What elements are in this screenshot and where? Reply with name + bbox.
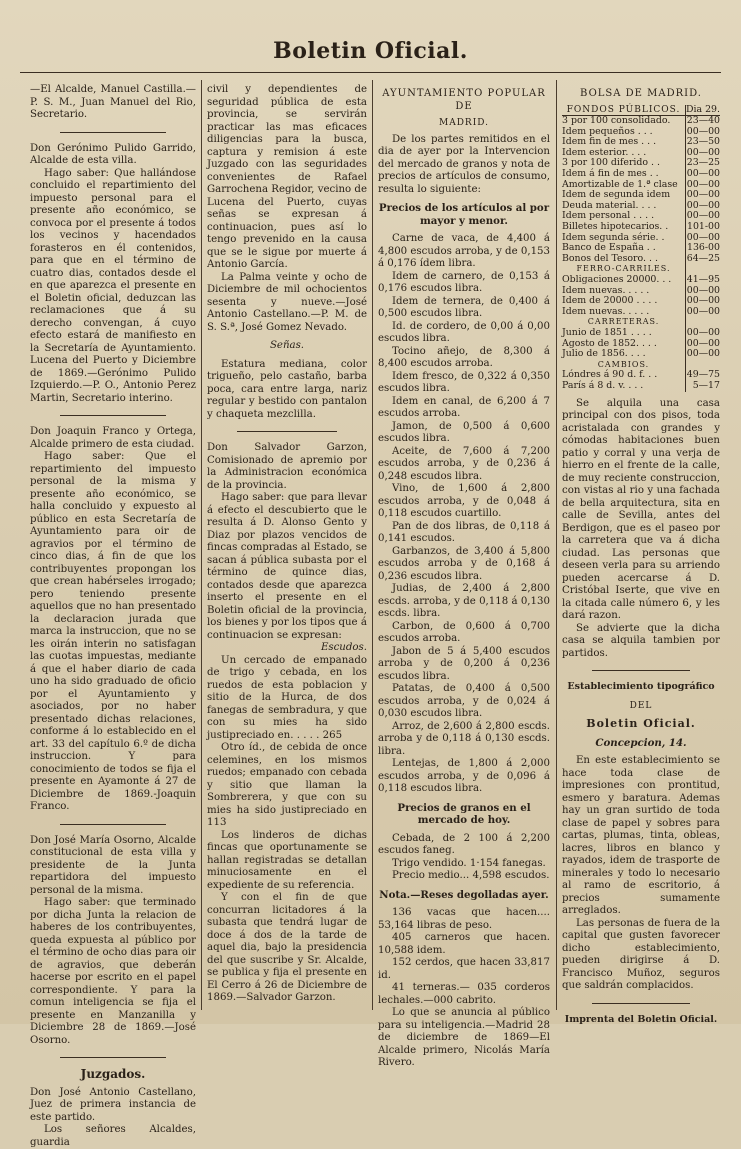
fund-value: 00—00 [686, 295, 720, 307]
column-4 [562, 84, 720, 1032]
fund-name: Idem esterior. . . . [562, 146, 647, 158]
fund-value: 00—00 [686, 178, 720, 190]
subheading: Precios de granos en el mercado de hoy. [397, 801, 531, 826]
fund-value: 00—00 [686, 337, 720, 349]
separator [592, 670, 690, 671]
column-divider [201, 80, 202, 1010]
separator [60, 415, 166, 416]
funds-row [562, 349, 720, 360]
price-line: Pan de dos libras, de 0,118 á 0,141 escudos. [378, 520, 550, 544]
price-line: Arroz, de 2,600 á 2,800 escds. arroba y de 0,118 á 0,130 escds. libra. [378, 720, 550, 757]
establishment-address: Concepcion, 14. [595, 736, 687, 749]
price-line: Aceite, de 7,600 á 7,200 escudos arroba, y de 0,236 á 0,248 escudos libra. [378, 445, 550, 482]
column-2 [207, 84, 367, 1005]
price-line: Tocino añejo, de 8,300 á 8,400 escudos arroba. [378, 345, 550, 369]
establishment-name: Boletin Oficial. [586, 717, 696, 731]
fund-name: Julio de 1856. . . . [562, 348, 646, 360]
fund-name: Idem de segunda idem [562, 189, 671, 201]
fund-name: Amortizable de 1.ª clase [562, 178, 678, 190]
escudos-label: Escudos. [320, 642, 367, 653]
price-line: Judias, de 2,400 á 2,800 escds. arroba, y de 0,118 á 0,130 escds. libra. [378, 583, 550, 619]
price-line: Patatas, de 0,400 á 0,500 escudos arroba, y de 0,024 á 0,030 escudos libra. [378, 683, 550, 719]
section-heading: Señas. [269, 340, 305, 351]
fund-name: Banco de España . . [562, 242, 656, 254]
fund-value: 00—00 [686, 326, 720, 338]
paragraph: La Palma veinte y ocho de Diciembre de mil ochocientos sesenta y nueve.—José Antonio Castellano.—P. M. de S. S.ª, José Gomez Nevado. [207, 271, 367, 333]
fund-name: Idem nuevas. . . . . [562, 284, 650, 296]
funds-row [562, 307, 720, 318]
fund-name: Agosto de 1852. . . . [562, 337, 657, 349]
fund-name: Billetes hipotecarios. . [562, 221, 669, 233]
fund-value: 00—00 [686, 168, 720, 180]
paragraph: civil y dependientes de seguridad pública de esta provincia, se servirán practicar las mas eficaces diligencias para la busca, captura y remision á este Juzgado con las seguridades convenientes de Rafael Garrochena Regidor, vecino de Lucena del Puerto, cuyas señas se expresan á continuacion, pues así lo tengo prevenido en la causa que se le sigue por muerte á Antonio García. [207, 84, 367, 270]
fund-value: 00—00 [686, 199, 720, 211]
paragraph: Los señores Alcaldes, guardia [30, 1124, 196, 1148]
fund-value: 00—00 [686, 305, 720, 317]
fund-name: Junio de 1851 . . . . [562, 326, 652, 338]
paragraph: Hago saber: Que hallándose concluido el repartimiento del impuesto personal para el presente año económico, se convoca por el presente á todos los vecinos y hacendados forasteros en él contenidos, para que en el término de cuatro dias, contados desde el en que aparezca el presente en el Boletin oficial, deduzcan las reclamaciones que á su derecho convengan, á cuyo efecto estará de manifiesto en la Secretaría de Ayuntamiento. Lucena del Puerto y Diciembre de 1869.—Gerónimo Pulido Izquierdo.—P. O., Antonio Perez Martin, Secretario interino. [30, 167, 196, 404]
fund-value: 136-00 [687, 242, 720, 254]
grain-line: Precio medio... 4,598 escudos. [392, 870, 550, 881]
separator [60, 132, 166, 133]
paragraph: Estatura mediana, color trigueño, pelo castaño, barba poca, cara entre larga, nariz regular y bestido con pantalon y chaqueta mezclilla. [207, 358, 367, 420]
fund-value: 00—00 [686, 125, 720, 137]
paragraph: Se advierte que la dicha casa se alquila tambien por partidos. [562, 622, 720, 659]
fund-value: 00—00 [686, 189, 720, 201]
funds-body [562, 116, 720, 392]
fund-value: 23—40 [686, 115, 720, 127]
paragraph: Se alquila una casa principal con dos pisos, toda acristalada con grandes y cómodas habitaciones buen patio y corral y una verja de hierro en el frente de la calle, de muy reciente construccion, con vistas al rio y una fachada de bella arquitectura, sita en calle de Sevilla, antes del Berdigon, que es el paseo por la carretera que va á dicha ciudad. Las personas que deseen verla para su arriendo pueden acercarse á D. Cristóbal Iserte, que vive en la citada calle número 6, y les dará razon. [562, 397, 720, 622]
price-line: Lentejas, de 1,800 á 2,000 escudos arroba, y de 0,096 á 0,118 escudos libra. [378, 758, 550, 794]
fund-name: Idem pequeños . . . [562, 125, 653, 137]
section-title: BOLSA DE MADRID. [580, 88, 702, 99]
paragraph: Hago saber: que terminado por dicha Junta la relacion de haberes de los contribuyentes, queda expuesta al público por el término de ocho dias para oir de agravios, que deberán hacerse por escrito en el papel correspondiente. Y para la comun inteligencia se fija el presente en Manzanilla y Diciembre 28 de 1869.—José Osorno. [30, 897, 196, 1046]
slaughter-line: 405 carneros que hacen. 10,588 idem. [378, 932, 550, 956]
fund-name: Idem nuevas. . . . . [562, 305, 650, 317]
fund-name: Bonos del Tesoro. . . [562, 252, 658, 264]
section-title: AYUNTAMIENTO POPULAR DE [382, 88, 546, 112]
paragraph: Hago saber: Que el repartimiento del impuesto personal de la misma y presente año económico, se halla concluido y expuesto al público en esta Secretaría de Ayuntamiento para oir de agravios por el término de cinco dias, á fin de que los contribuyentes propongan los que crean habérseles irrogado; pero teniendo presente aquellos que no han presentado la declaracion jurada que marca la instruccion, que no se les oirán interin no satisfagan las cuotas impuestas, mediante á que el haber diario de cada uno ha sido graduado de oficio por el Ayuntamiento y asociados, por no haber presentado dichas relaciones, conforme á lo establecido en el art. 33 del capítulo 6.º de dicha instruccion. Y para conocimiento de todos se fija el presente en Ayamonte á 27 de Diciembre de 1869.-Joaquin Franco. [30, 451, 196, 812]
separator [237, 431, 337, 432]
date-label: Dia 29. [686, 103, 720, 115]
establishment-title: Establecimiento tipográfico [567, 681, 715, 693]
price-line: Idem fresco, de 0,322 á 0,350 escudos libra. [378, 370, 550, 394]
slaughter-line: 152 cerdos, que hacen 33,817 id. [378, 957, 550, 981]
column-divider [372, 80, 373, 1010]
grain-line: Trigo vendido. 1·154 fanegas. [392, 857, 546, 869]
paragraph: Y con el fin de que concurran licitadores á la subasta que tendrá lugar de doce á dos de la tarde de aquel dia, bajo la presidencia del que suscribe y Sr. Alcalde, se publica y fija el presente en El Cerro á 26 de Diciembre de 1869.—Salvador Garzon. [207, 892, 367, 1003]
grain-line: Cebada, de 2 100 á 2,200 escudos faneg. [378, 832, 550, 856]
column-divider [556, 80, 557, 1010]
fund-value: 101-00 [687, 221, 720, 233]
price-line: Idem en canal, de 6,200 á 7 escudos arroba. [378, 395, 550, 419]
masthead-rule [20, 72, 721, 73]
notice-heading: Don José Antonio Castellano, Juez de primera instancia de este partido. [30, 1086, 196, 1123]
fund-name: Idem fin de mes . . . [562, 136, 657, 148]
fund-value: 41—95 [686, 274, 720, 285]
price-line: Vino, de 1,600 á 2,800 escudos arroba, y de 0,048 á 0,118 escudos cuartillo. [378, 483, 550, 519]
fund-name: Idem á fin de mes . . [562, 168, 659, 180]
fund-value: 64—25 [686, 252, 720, 264]
paragraph: Los linderos de dichas fincas que oportunamente se hallan registradas se detallan minuciosamente en el expediente de su referencia. [207, 829, 367, 891]
fund-value: 49—75 [686, 369, 720, 381]
paragraph: Las personas de fuera de la capital que gusten favorecer dicho establecimiento, pueden dirigirse á D. Francisco Muñoz, seguros que saldrán complacidos. [562, 917, 720, 992]
separator [60, 1057, 166, 1058]
fund-name: París á 8 d. v. . . . [562, 379, 644, 391]
notice-heading: Don Joaquin Franco y Ortega, Alcalde primero de esta ciudad. [30, 426, 196, 450]
imprint: Imprenta del Boletin Oficial. [564, 1013, 718, 1025]
funds-header-row [562, 105, 720, 116]
establishment-del: DEL [629, 700, 653, 711]
fund-value: 5—17 [686, 381, 721, 392]
section-heading: Juzgados. [80, 1067, 146, 1081]
funds-group-label: CARRETERAS. [587, 317, 660, 327]
funds-row [562, 381, 720, 392]
fund-value: 00—00 [686, 210, 720, 222]
section-place: MADRID. [438, 118, 490, 128]
paragraph: En este establecimiento se hace toda clase de impresiones con prontitud, esmero y baratura. Ademas hay un gran surtido de toda clase de papel y sobres para cartas, plumas, tinta, obleas, lacres, libros en blanco y rayados, idem de trasporte de minerales y todo lo necesario al ramo de escritorio, á precios sumamente arreglados. [562, 755, 720, 917]
paragraph: Lo que se anuncia al público para su inteligencia.—Madrid 28 de diciembre de 1869—El Alcalde primero, Nicolás María Rivero. [378, 1007, 550, 1068]
notice-heading: Don José María Osorno, Alcalde constitucional de esta villa y presidente de la Junta repartidora del impuesto personal de la misma. [30, 834, 196, 896]
funds-row [562, 275, 720, 286]
paragraph: De los partes remitidos en el dia de ayer por la Intervencion del mercado de granos y nota de precios de artículos de consumo, resulta lo siguiente: [378, 133, 550, 195]
fund-name: Idem segunda série. . [562, 231, 665, 243]
fund-value: 00—00 [686, 348, 720, 360]
notice-heading: Don Salvador Garzon, Comisionado de apremio por la Administracion económica de la provincia. [207, 442, 367, 491]
funds-group-label: CAMBIOS. [597, 359, 650, 369]
funds-row [562, 254, 720, 265]
fund-name: 3 por 100 consolidado. [562, 115, 671, 127]
funds-table [562, 105, 720, 392]
price-line: Carne de vaca, de 4,400 á 4,800 escudos arroba, y de 0,153 á 0,176 ídem libra. [378, 233, 551, 269]
slaughter-line: 136 vacas que hacen.... 53,164 libras de peso. [378, 907, 550, 931]
funds-row [562, 328, 720, 339]
fund-value: 00—00 [686, 231, 720, 243]
price-line: Idem de ternera, de 0,400 á 0,500 escudos libra. [378, 295, 550, 319]
price-line: Jabon de 5 á 5,400 escudos arroba y de 0,200 á 0,236 escudos libra. [378, 645, 550, 682]
paragraph: Un cercado de empanado de trigo y cebada, en los ruedos de esta poblacion y sitio de la Hurca, de dos fanegas de sembradura, y que con su mies ha sido justipreciado en. . . . . 265 [207, 654, 367, 741]
separator [592, 1003, 690, 1004]
slaughter-line: 41 terneras.— 035 corderos lechales.—000 cabrito. [378, 982, 550, 1006]
price-line: Garbanzos, de 3,400 á 5,800 escudos arroba y de 0,168 á 0,236 escudos libra. [378, 545, 550, 582]
price-line: Jamon, de 0,500 á 0,600 escudos libra. [378, 420, 550, 444]
column-1 [30, 84, 196, 1149]
fund-name: Idem de 20000 . . . . [562, 295, 658, 307]
funds-group-label: FERRO-CARRILES. [576, 264, 671, 274]
fund-name: Idem personal . . . . [562, 210, 655, 222]
fund-value: 23—25 [686, 157, 720, 169]
separator [60, 824, 166, 825]
fund-value: 00—00 [686, 146, 720, 158]
fund-value: 00—00 [686, 284, 720, 296]
paragraph: —El Alcalde, Manuel Castilla.— P. S. M., Juan Manuel del Rio, Secretario. [30, 84, 196, 120]
subheading: Precios de los artículos al por mayor y menor. [378, 202, 550, 227]
price-line: Carbon, de 0,600 á 0,700 escudos arroba. [378, 620, 550, 644]
column-3 [378, 84, 550, 1070]
funds-label: FONDOS PÚBLICOS. [562, 105, 686, 116]
fund-name: Lóndres á 90 d. f. . . [562, 369, 658, 381]
fund-name: Deuda material. . . . [562, 199, 657, 211]
price-line: Id. de cordero, de 0,00 á 0,00 escudos libra. [378, 320, 550, 344]
fund-value: 23—50 [686, 136, 720, 148]
subheading: Nota.—Reses degolladas ayer. [379, 888, 549, 901]
paragraph: Hago saber: que para llevar á efecto el descubierto que le resulta á D. Alonso Gento y Diaz por plazos vencidos de fincas compradas al Estado, se sacan á pública subasta por el término de quince dias, contados desde que aparezca inserto el presente en el Boletin oficial de la provincia, los bienes y por los tipos que á continuacion se expresan: [207, 492, 367, 641]
fund-name: 3 por 100 diferido . . [562, 157, 660, 169]
masthead: Boletin Oficial. [273, 38, 468, 64]
notice-heading: Don Gerónimo Pulido Garrido, Alcalde de esta villa. [30, 142, 196, 166]
fund-name: Obligaciones 20000. . . [562, 274, 672, 285]
paragraph: Otro íd., de cebida de once celemines, en los mismos ruedos; empanado con cebada y sitio que llaman la Sombrerera, y que con su mies ha sido justipreciado en 113 [207, 742, 367, 828]
price-line: Idem de carnero, de 0,153 á 0,176 escudos libra. [378, 270, 550, 294]
